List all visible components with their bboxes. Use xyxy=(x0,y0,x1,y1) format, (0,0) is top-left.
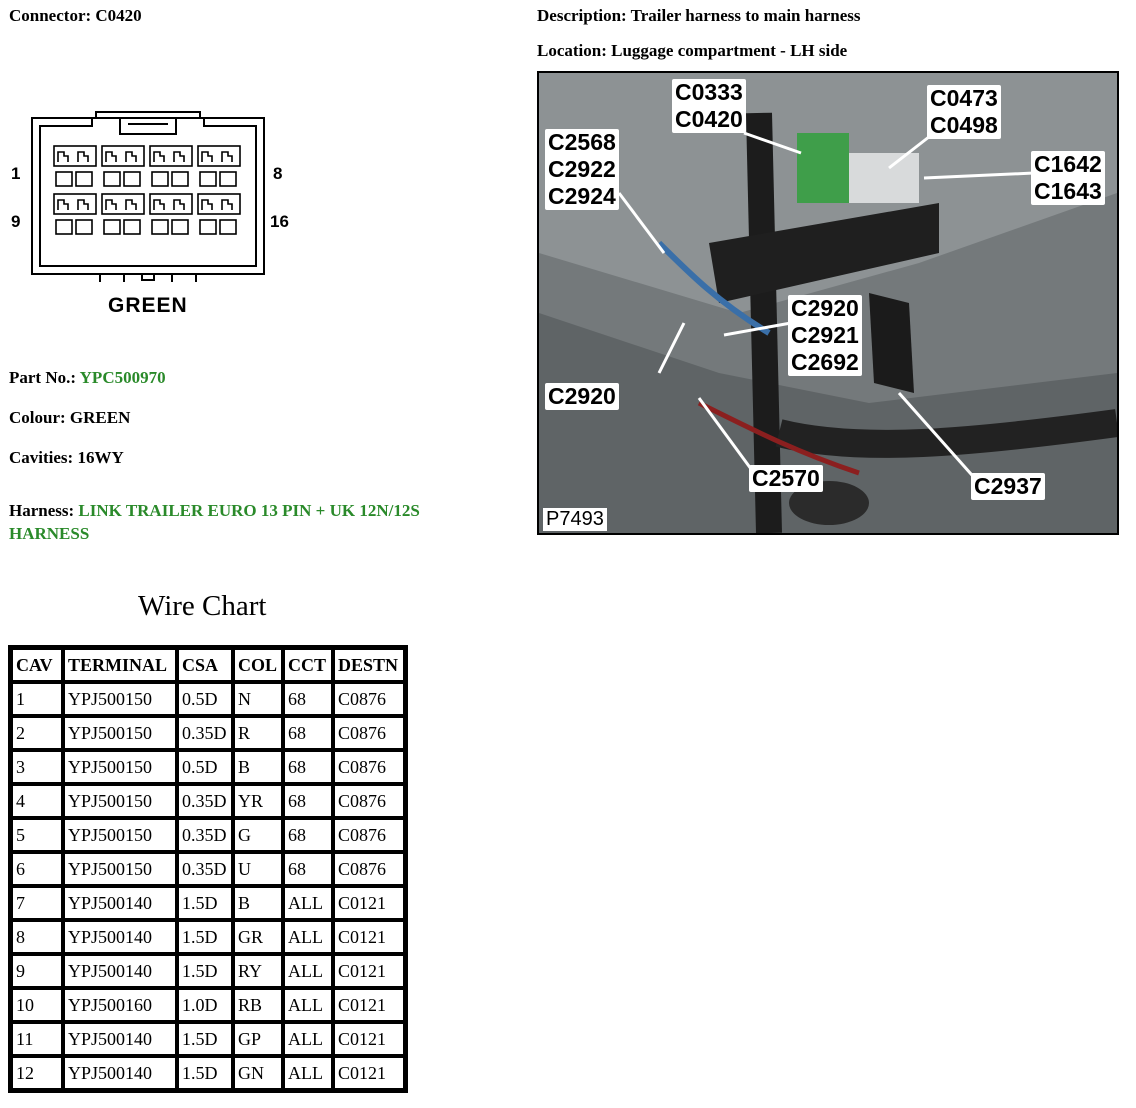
table-cell-terminal: YPJ500150 xyxy=(63,784,177,818)
connector-face-diagram xyxy=(8,104,308,329)
table-cell-col: G xyxy=(233,818,283,852)
table-row xyxy=(11,920,405,954)
table-cell-cav: 9 xyxy=(11,954,63,988)
table-cell-cav: 1 xyxy=(11,682,63,716)
wire-table-header-cct: CCT xyxy=(283,648,333,682)
table-cell-csa: 1.0D xyxy=(177,988,233,1022)
cavity-latch xyxy=(222,200,232,210)
table-cell-destn: C0876 xyxy=(333,682,405,716)
cavity-upper xyxy=(54,194,96,214)
table-cell-csa: 0.35D xyxy=(177,818,233,852)
cavity-upper xyxy=(198,146,240,166)
table-row xyxy=(11,954,405,988)
harness-label: Harness: xyxy=(9,501,75,520)
table-cell-destn: C0121 xyxy=(333,920,405,954)
cavity-latch xyxy=(126,152,136,162)
callout-text-a: C0333 xyxy=(675,79,743,105)
cavity-lower xyxy=(56,172,72,186)
location-line xyxy=(537,41,847,61)
table-cell-csa: 0.5D xyxy=(177,682,233,716)
table-cell-destn: C0876 xyxy=(333,818,405,852)
table-cell-cav: 12 xyxy=(11,1056,63,1090)
table-cell-csa: 1.5D xyxy=(177,1056,233,1090)
table-row xyxy=(11,1022,405,1056)
table-cell-cct: ALL xyxy=(283,988,333,1022)
callout-text-b: C0420 xyxy=(675,106,743,132)
harness-value-1: LINK TRAILER EURO 13 PIN + UK 12N/12S xyxy=(78,501,420,520)
table-cell-terminal: YPJ500150 xyxy=(63,716,177,750)
pin-label-16: 16 xyxy=(270,212,289,231)
table-cell-terminal: YPJ500150 xyxy=(63,852,177,886)
table-cell-destn: C0876 xyxy=(333,716,405,750)
cavity-lower xyxy=(172,220,188,234)
table-cell-destn: C0876 xyxy=(333,852,405,886)
cavity-lower xyxy=(172,172,188,186)
cavity-latch xyxy=(78,200,88,210)
part-no-line xyxy=(9,368,166,388)
callout-text-i: C1643 xyxy=(1034,178,1102,204)
cavity-upper xyxy=(102,146,144,166)
table-cell-terminal: YPJ500150 xyxy=(63,818,177,852)
cavity-latch xyxy=(154,152,164,162)
callout-text-l: C2692 xyxy=(791,349,859,375)
cavity-lower xyxy=(104,220,120,234)
location-label: Location: xyxy=(537,41,607,60)
pin-label-9: 9 xyxy=(11,212,21,231)
table-cell-csa: 1.5D xyxy=(177,1022,233,1056)
wire-chart-title: Wire Chart xyxy=(138,590,267,622)
colour-label: Colour: xyxy=(9,408,66,427)
table-cell-csa: 0.35D xyxy=(177,784,233,818)
table-cell-col: RY xyxy=(233,954,283,988)
table-cell-destn: C0121 xyxy=(333,1022,405,1056)
callout-c2920 xyxy=(545,383,619,410)
table-cell-cav: 11 xyxy=(11,1022,63,1056)
callout-text-h: C1642 xyxy=(1034,151,1102,177)
table-cell-col: B xyxy=(233,886,283,920)
cavity-latch xyxy=(222,152,232,162)
cavity-latch xyxy=(58,152,68,162)
table-row xyxy=(11,818,405,852)
callout-c2570 xyxy=(749,465,823,492)
table-cell-csa: 1.5D xyxy=(177,920,233,954)
table-cell-col: GR xyxy=(233,920,283,954)
table-cell-terminal: YPJ500140 xyxy=(63,954,177,988)
cavity-latch xyxy=(78,152,88,162)
table-cell-cav: 3 xyxy=(11,750,63,784)
cavity-latch xyxy=(154,200,164,210)
table-cell-csa: 0.5D xyxy=(177,750,233,784)
table-cell-csa: 0.35D xyxy=(177,852,233,886)
table-cell-destn: C0121 xyxy=(333,988,405,1022)
table-cell-cct: ALL xyxy=(283,954,333,988)
cavity-upper xyxy=(150,194,192,214)
pin-label-8: 8 xyxy=(273,164,283,183)
table-cell-terminal: YPJ500140 xyxy=(63,886,177,920)
callout-c2920-c2921-c2692 xyxy=(788,295,862,376)
connector-label: Connector: xyxy=(9,6,92,25)
table-cell-cct: 68 xyxy=(283,784,333,818)
table-cell-cct: 68 xyxy=(283,716,333,750)
table-row xyxy=(11,988,405,1022)
table-cell-destn: C0876 xyxy=(333,750,405,784)
wire-table-header-row xyxy=(11,648,405,682)
cavity-upper xyxy=(198,194,240,214)
table-cell-col: GP xyxy=(233,1022,283,1056)
table-cell-destn: C0121 xyxy=(333,1056,405,1090)
connector-outline-svg xyxy=(28,110,268,282)
callout-c2568-c2922-c2924 xyxy=(545,129,619,210)
callout-text-n: C2570 xyxy=(752,465,820,491)
callout-c0473-c0498 xyxy=(927,85,1001,139)
cavity-upper xyxy=(54,146,96,166)
photo-reference-id: P7493 xyxy=(543,508,607,531)
table-cell-cav: 6 xyxy=(11,852,63,886)
table-cell-cav: 8 xyxy=(11,920,63,954)
cavity-lower xyxy=(76,220,92,234)
table-cell-col: GN xyxy=(233,1056,283,1090)
table-cell-cct: ALL xyxy=(283,886,333,920)
diagram-colour-text: GREEN xyxy=(108,294,188,317)
callout-text-o: C2937 xyxy=(974,473,1042,499)
part-no-value: YPC500970 xyxy=(79,368,166,387)
table-cell-cct: ALL xyxy=(283,1022,333,1056)
cavity-upper xyxy=(102,194,144,214)
callout-text-d: C0498 xyxy=(930,112,998,138)
cavity-lower xyxy=(124,220,140,234)
cavities-label: Cavities: xyxy=(9,448,74,467)
table-cell-destn: C0121 xyxy=(333,886,405,920)
callout-text-g: C2924 xyxy=(548,183,616,209)
table-row xyxy=(11,1056,405,1090)
cavity-lower xyxy=(220,220,236,234)
table-cell-cct: 68 xyxy=(283,750,333,784)
table-cell-terminal: YPJ500140 xyxy=(63,1022,177,1056)
table-row xyxy=(11,784,405,818)
cavity-latch xyxy=(202,200,212,210)
cavity-lower xyxy=(76,172,92,186)
table-cell-cav: 7 xyxy=(11,886,63,920)
callout-c0333-c0420 xyxy=(672,79,746,133)
location-value: Luggage compartment - LH side xyxy=(611,41,848,60)
callout-c2937 xyxy=(971,473,1045,500)
wire-table-header-destn: DESTN xyxy=(333,648,405,682)
cavity-latch xyxy=(126,200,136,210)
wire-chart-table xyxy=(8,645,408,1093)
table-cell-cav: 10 xyxy=(11,988,63,1022)
callout-text-j: C2920 xyxy=(791,295,859,321)
description-label: Description: xyxy=(537,6,627,25)
cavities-value: 16WY xyxy=(77,448,124,467)
cavity-lower xyxy=(104,172,120,186)
callout-text-k: C2921 xyxy=(791,322,859,348)
cavity-latch xyxy=(106,152,116,162)
table-row xyxy=(11,716,405,750)
table-cell-col: U xyxy=(233,852,283,886)
location-photo xyxy=(537,71,1119,535)
table-cell-terminal: YPJ500160 xyxy=(63,988,177,1022)
table-cell-terminal: YPJ500150 xyxy=(63,750,177,784)
table-cell-destn: C0121 xyxy=(333,954,405,988)
table-row xyxy=(11,750,405,784)
connector-value: C0420 xyxy=(95,6,142,25)
table-cell-cav: 5 xyxy=(11,818,63,852)
table-cell-col: R xyxy=(233,716,283,750)
cavity-latch xyxy=(174,200,184,210)
table-cell-col: RB xyxy=(233,988,283,1022)
table-cell-terminal: YPJ500150 xyxy=(63,682,177,716)
table-row xyxy=(11,852,405,886)
table-row xyxy=(11,682,405,716)
callout-text-f: C2922 xyxy=(548,156,616,182)
table-cell-cct: 68 xyxy=(283,682,333,716)
callout-text-c: C0473 xyxy=(930,85,998,111)
table-row xyxy=(11,886,405,920)
cavity-lower xyxy=(200,172,216,186)
wire-table-header-terminal: TERMINAL xyxy=(63,648,177,682)
table-cell-csa: 1.5D xyxy=(177,954,233,988)
wire-table-header-csa: CSA xyxy=(177,648,233,682)
harness-value-2: HARNESS xyxy=(9,524,90,543)
colour-line xyxy=(9,408,130,428)
connector-line xyxy=(9,6,142,26)
wire-table-header-col: COL xyxy=(233,648,283,682)
harness-line xyxy=(9,499,420,545)
table-cell-col: B xyxy=(233,750,283,784)
table-cell-terminal: YPJ500140 xyxy=(63,920,177,954)
cavity-lower xyxy=(124,172,140,186)
table-cell-cct: 68 xyxy=(283,852,333,886)
pin-label-1: 1 xyxy=(11,164,21,183)
cavity-lower xyxy=(152,172,168,186)
cavities-line xyxy=(9,448,124,468)
part-no-label: Part No.: xyxy=(9,368,77,387)
table-cell-destn: C0876 xyxy=(333,784,405,818)
table-cell-cct: ALL xyxy=(283,920,333,954)
callout-text-e: C2568 xyxy=(548,129,616,155)
table-cell-col: N xyxy=(233,682,283,716)
table-cell-cct: 68 xyxy=(283,818,333,852)
cavity-latch xyxy=(174,152,184,162)
cavity-lower xyxy=(200,220,216,234)
callout-c1642-c1643 xyxy=(1031,151,1105,205)
description-value: Trailer harness to main harness xyxy=(630,6,861,25)
table-cell-col: YR xyxy=(233,784,283,818)
table-cell-cav: 2 xyxy=(11,716,63,750)
table-cell-cav: 4 xyxy=(11,784,63,818)
table-cell-csa: 0.35D xyxy=(177,716,233,750)
cavity-latch xyxy=(58,200,68,210)
callout-text-m: C2920 xyxy=(548,383,616,409)
cavity-latch xyxy=(202,152,212,162)
cavity-upper xyxy=(150,146,192,166)
colour-value: GREEN xyxy=(69,408,131,427)
wire-table-body xyxy=(11,682,405,1090)
wire-table-header-cav: CAV xyxy=(11,648,63,682)
table-cell-terminal: YPJ500140 xyxy=(63,1056,177,1090)
table-cell-cct: ALL xyxy=(283,1056,333,1090)
description-line xyxy=(537,6,861,26)
table-cell-csa: 1.5D xyxy=(177,886,233,920)
cavity-latch xyxy=(106,200,116,210)
cavity-lower xyxy=(56,220,72,234)
cavity-lower xyxy=(220,172,236,186)
cavity-lower xyxy=(152,220,168,234)
